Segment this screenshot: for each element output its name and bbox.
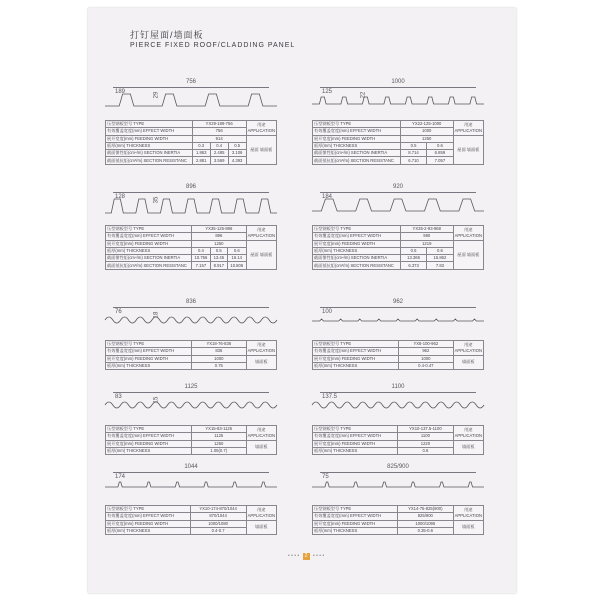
spec-table [312,340,484,370]
total-width-label: 825/900 [387,464,409,470]
cell-value: 13.366 [400,255,426,262]
total-width-label: 896 [185,184,196,190]
cell-value: 6.373 [400,262,426,269]
row-label: 板厚(mm) THICKNESS [106,527,191,534]
cell-value: 2.485 [210,150,228,157]
cell-value: 15.862 [427,255,453,262]
spec-table [312,120,484,165]
pitch-label: 83 [115,394,122,400]
row-label: 压型钢板型号 TYPE [106,341,192,348]
cell-value: 0.4-0.7 [190,527,246,534]
total-width-label: 920 [392,184,403,190]
cell-value: 1.05(0.7) [191,447,246,454]
cell-value: 1.863 [192,150,210,157]
total-width-dimension-line [113,87,269,88]
row-label: 展开宽度(mm) FEEDING WIDTH [313,520,398,527]
cell-value: 6.710 [400,157,426,164]
row-feeding-width [313,135,484,142]
cell-value: 0.35-0.6 [397,527,453,534]
panel-profile-drawing [312,397,484,417]
pitch-label: 189 [115,89,126,95]
profile-outline [105,317,277,323]
cell-value: YX8-100-962 [399,341,454,348]
row-label: 展开宽度(mm) FEEDING WIDTH [313,240,401,247]
footer-dots-left: • • • • [288,553,300,559]
application-value: 屋面 墙面板 [246,240,276,269]
total-width-label: 1000 [391,79,405,85]
cell-value: 1219 [400,240,453,247]
cell-value: 6.859 [427,150,453,157]
rib-height-label: 29 [153,91,160,99]
profile-outline [312,482,484,487]
panel-profile-drawing [105,397,277,417]
total-width-dimension-line [320,87,476,88]
cell-value: YX18-76-836 [192,341,247,348]
application-value: 屋面 墙面板 [453,135,483,164]
total-width-label: 836 [185,299,196,305]
application-header: 用途 APPLICATION [453,506,483,521]
cell-value: YX29-189-756 [192,121,246,128]
cell-value: 1250 [400,135,453,142]
cell-value: 825/900 [397,513,453,520]
cell-value: 1125 [191,433,246,440]
row-label: 展开宽度(mm) FEEDING WIDTH [106,520,191,527]
total-width-label: 1125 [184,384,198,390]
cell-value: 870/1044 [190,513,246,520]
row-label: 板厚(mm) THICKNESS [313,527,398,534]
total-width-label: 1044 [184,464,198,470]
row-label: 有效覆盖宽度(mm) EFFECT WIDTH [106,128,193,135]
cell-value: 1250 [192,240,246,247]
cell-value: 1250 [191,440,246,447]
rib-height-label: 15 [153,396,160,404]
row-label: 截面惯性矩(cm⁴/m) SECTION INERTIA [313,255,401,262]
cell-value: YX22-125-1000 [400,121,453,128]
row-type [313,506,484,513]
cell-value: YX35-125-896 [192,226,246,233]
row-feeding-width [106,135,277,142]
row-label: 有效覆盖宽度(mm) EFFECT WIDTH [313,348,399,355]
row-label: 展开宽度(mm) FEEDING WIDTH [313,135,401,142]
rib-height-label: 18 [153,311,160,319]
application-value: 屋面 墙面板 [246,135,276,164]
row-label: 压型钢板型号 TYPE [106,226,192,233]
row-label: 展开宽度(mm) FEEDING WIDTH [313,440,398,447]
application-header: 用途 APPLICATION [246,426,276,441]
application-header: 用途 APPLICATION [246,226,276,241]
spec-table [105,120,277,165]
row-feeding-width [106,440,277,447]
cell-value: 0.4-0.47 [399,362,454,369]
cell-value: 10.756 [192,255,211,262]
row-feeding-width [106,240,277,247]
row-label: 压型钢板型号 TYPE [313,226,401,233]
cell-value: 1000/1095 [397,520,453,527]
row-label: 压型钢板型号 TYPE [313,506,398,513]
row-label: 有效覆盖宽度(mm) EFFECT WIDTH [313,233,401,240]
row-label: 展开宽度(mm) FEEDING WIDTH [106,440,192,447]
row-label: 板厚(mm) THICKNESS [313,142,401,149]
panel-profile-drawing [312,197,484,217]
cell-value: 0.3 [192,142,210,149]
row-label: 截面惯性矩(cm⁴/m) SECTION INERTIA [106,255,192,262]
cell-value: 962 [399,348,454,355]
application-header: 用途 APPLICATION [453,341,483,356]
row-label: 板厚(mm) THICKNESS [313,362,399,369]
row-label: 有效覆盖宽度(mm) EFFECT WIDTH [313,433,398,440]
total-width-dimension-line [320,392,476,393]
spec-table [312,505,484,535]
panel-profile-drawing [105,312,277,332]
cell-value: YX35-2-93-968 [400,226,453,233]
row-label: 展开宽度(mm) FEEDING WIDTH [106,240,192,247]
pitch-label: 184 [322,194,333,200]
panel-profile-drawing [312,312,484,332]
total-width-dimension-line [320,192,476,193]
page-title-zh: 打钉屋面/墙面板 [130,30,204,40]
cell-value: 756 [192,128,246,135]
row-feeding-width [313,520,484,527]
row-label: 截面抵抗矩(cm³/m) SECTION RESISTANC [106,262,192,269]
row-type [106,341,277,348]
total-width-dimension-line [113,307,269,308]
total-width-dimension-line [113,472,269,473]
row-label: 压型钢板型号 TYPE [106,426,192,433]
profile-outline [312,402,484,408]
spec-table [105,425,277,455]
panel-profile-drawing [312,477,484,497]
cell-value: 0.5 [400,142,426,149]
footer-dots-right: • • • • [312,553,325,559]
profile-outline [105,482,277,487]
cell-value: 10.806 [227,262,246,269]
cell-value: 0.6 [427,247,453,254]
cell-value: 8.917 [210,262,227,269]
panel-profile-drawing [105,197,277,217]
cell-value: 0.6 [427,142,453,149]
row-label: 压型钢板型号 TYPE [106,506,191,513]
row-feeding-width [313,240,484,247]
cell-value: 980 [400,233,453,240]
spec-table [105,340,277,370]
cell-value: 0.5 [400,247,426,254]
row-type [313,121,484,128]
cell-value: 896 [192,233,246,240]
cell-value: 0.6 [227,247,246,254]
total-width-dimension-line [320,472,476,473]
spec-table [312,225,484,270]
total-width-dimension-line [113,192,269,193]
row-type [313,226,484,233]
cell-value: 1100 [398,433,453,440]
row-label: 板厚(mm) THICKNESS [106,142,193,149]
cell-value: YX10-174-870/1044 [190,506,246,513]
total-width-label: 756 [185,79,196,85]
row-type [106,226,277,233]
cell-value: 2.881 [192,157,210,164]
cell-value: 0.75 [192,362,247,369]
cell-value: 3.569 [210,157,228,164]
row-label: 截面惯性矩(cm⁴/m) SECTION INERTIA [106,150,193,157]
profile-outline [312,319,484,321]
row-type [313,341,484,348]
page-footer [288,553,324,560]
application-header: 用途 APPLICATION [453,426,483,441]
cell-value: 7.057 [427,157,453,164]
row-label: 有效覆盖宽度(mm) EFFECT WIDTH [106,513,191,520]
row-label: 有效覆盖宽度(mm) EFFECT WIDTH [313,128,401,135]
total-width-dimension-line [320,307,476,308]
cell-value: YX15-83-1125 [191,426,246,433]
row-label: 截面惯性矩(cm⁴/m) SECTION INERTIA [313,150,401,157]
cell-value: 0.5 [228,142,246,149]
application-value: 墙面板 [453,355,483,370]
cell-value: 7.83 [427,262,453,269]
pitch-label: 137.5 [322,394,338,400]
row-feeding-width [313,355,484,362]
application-value: 墙面板 [453,440,483,455]
row-label: 截面抵抗矩(cm³/m) SECTION RESISTANC [313,157,401,164]
row-label: 压型钢板型号 TYPE [313,426,398,433]
application-header: 用途 APPLICATION [453,226,483,241]
row-label: 有效覆盖宽度(mm) EFFECT WIDTH [106,233,192,240]
application-header: 用途 APPLICATION [453,121,483,136]
row-label: 板厚(mm) THICKNESS [106,247,192,254]
application-value: 墙面板 [246,440,276,455]
row-label: 板厚(mm) THICKNESS [106,447,192,454]
row-label: 截面抵抗矩(cm³/m) SECTION RESISTANC [106,157,193,164]
cell-value: 914 [192,135,246,142]
row-label: 展开宽度(mm) FEEDING WIDTH [313,355,399,362]
cell-value: 8.714 [400,150,426,157]
cell-value: 1220 [398,440,453,447]
row-type [106,121,277,128]
row-label: 压型钢板型号 TYPE [106,121,193,128]
page-number: 2 [303,553,310,560]
panel-profile-drawing [105,477,277,497]
total-width-label: 962 [392,299,403,305]
row-label: 展开宽度(mm) FEEDING WIDTH [106,135,193,142]
row-label: 压型钢板型号 TYPE [313,121,401,128]
profile-outline [105,402,277,408]
application-value: 墙面板 [246,520,276,535]
cell-value: YX10-137.5-1100 [398,426,453,433]
row-label: 展开宽度(mm) FEEDING WIDTH [106,355,192,362]
application-value: 墙面板 [453,520,483,535]
cell-value: 1000 [399,355,454,362]
spec-table [312,425,484,455]
cell-value: 16.14 [227,255,246,262]
row-label: 板厚(mm) THICKNESS [313,247,401,254]
pitch-label: 128 [115,194,126,200]
row-type [313,426,484,433]
cell-value: 1000 [192,355,247,362]
total-width-dimension-line [113,392,269,393]
row-type [106,506,277,513]
cell-value: 0.4 [192,247,211,254]
row-label: 有效覆盖宽度(mm) EFFECT WIDTH [106,433,192,440]
cell-value: 4.393 [228,157,246,164]
row-label: 截面抵抗矩(cm³/m) SECTION RESISTANC [313,262,401,269]
pitch-label: 100 [322,309,333,315]
pitch-label: 75 [322,474,329,480]
row-label: 有效覆盖宽度(mm) EFFECT WIDTH [106,348,192,355]
pitch-label: 125 [322,89,333,95]
cell-value: 1000 [400,128,453,135]
row-feeding-width [106,355,277,362]
spec-table [105,505,277,535]
panel-profile-drawing [312,92,484,112]
cell-value: 1000/1080 [190,520,246,527]
cell-value: 7.157 [192,262,211,269]
spec-table [105,225,277,270]
application-header: 用途 APPLICATION [246,121,276,136]
cell-value: 0.6 [398,447,453,454]
cell-value: 3.106 [228,150,246,157]
pitch-label: 174 [115,474,126,480]
panel-profile-drawing [105,92,277,112]
cell-value: YX14-75-825(900) [397,506,453,513]
row-label: 有效覆盖宽度(mm) EFFECT WIDTH [313,513,398,520]
application-value: 屋面 墙面板 [453,240,483,269]
profile-outline [312,199,484,211]
row-label: 板厚(mm) THICKNESS [106,362,192,369]
cell-value: 13.45 [210,255,227,262]
page-header [130,28,295,49]
row-feeding-width [313,440,484,447]
application-value: 墙面板 [246,355,276,370]
cell-value: 836 [192,348,247,355]
row-label: 压型钢板型号 TYPE [313,341,399,348]
rib-height-label: 22 [360,91,367,99]
cell-value: 0.5 [210,247,227,254]
application-header: 用途 APPLICATION [246,341,276,356]
page-title-en: PIERCE FIXED ROOF/CLADDING PANEL [130,42,296,49]
row-label: 板厚(mm) THICKNESS [313,447,398,454]
application-header: 用途 APPLICATION [246,506,276,521]
rib-height-label: 35 [153,196,160,204]
pitch-label: 76 [115,309,122,315]
total-width-label: 1100 [391,384,405,390]
row-type [106,426,277,433]
row-feeding-width [106,520,277,527]
cell-value: 0.4 [210,142,228,149]
profile-outline [312,97,484,104]
